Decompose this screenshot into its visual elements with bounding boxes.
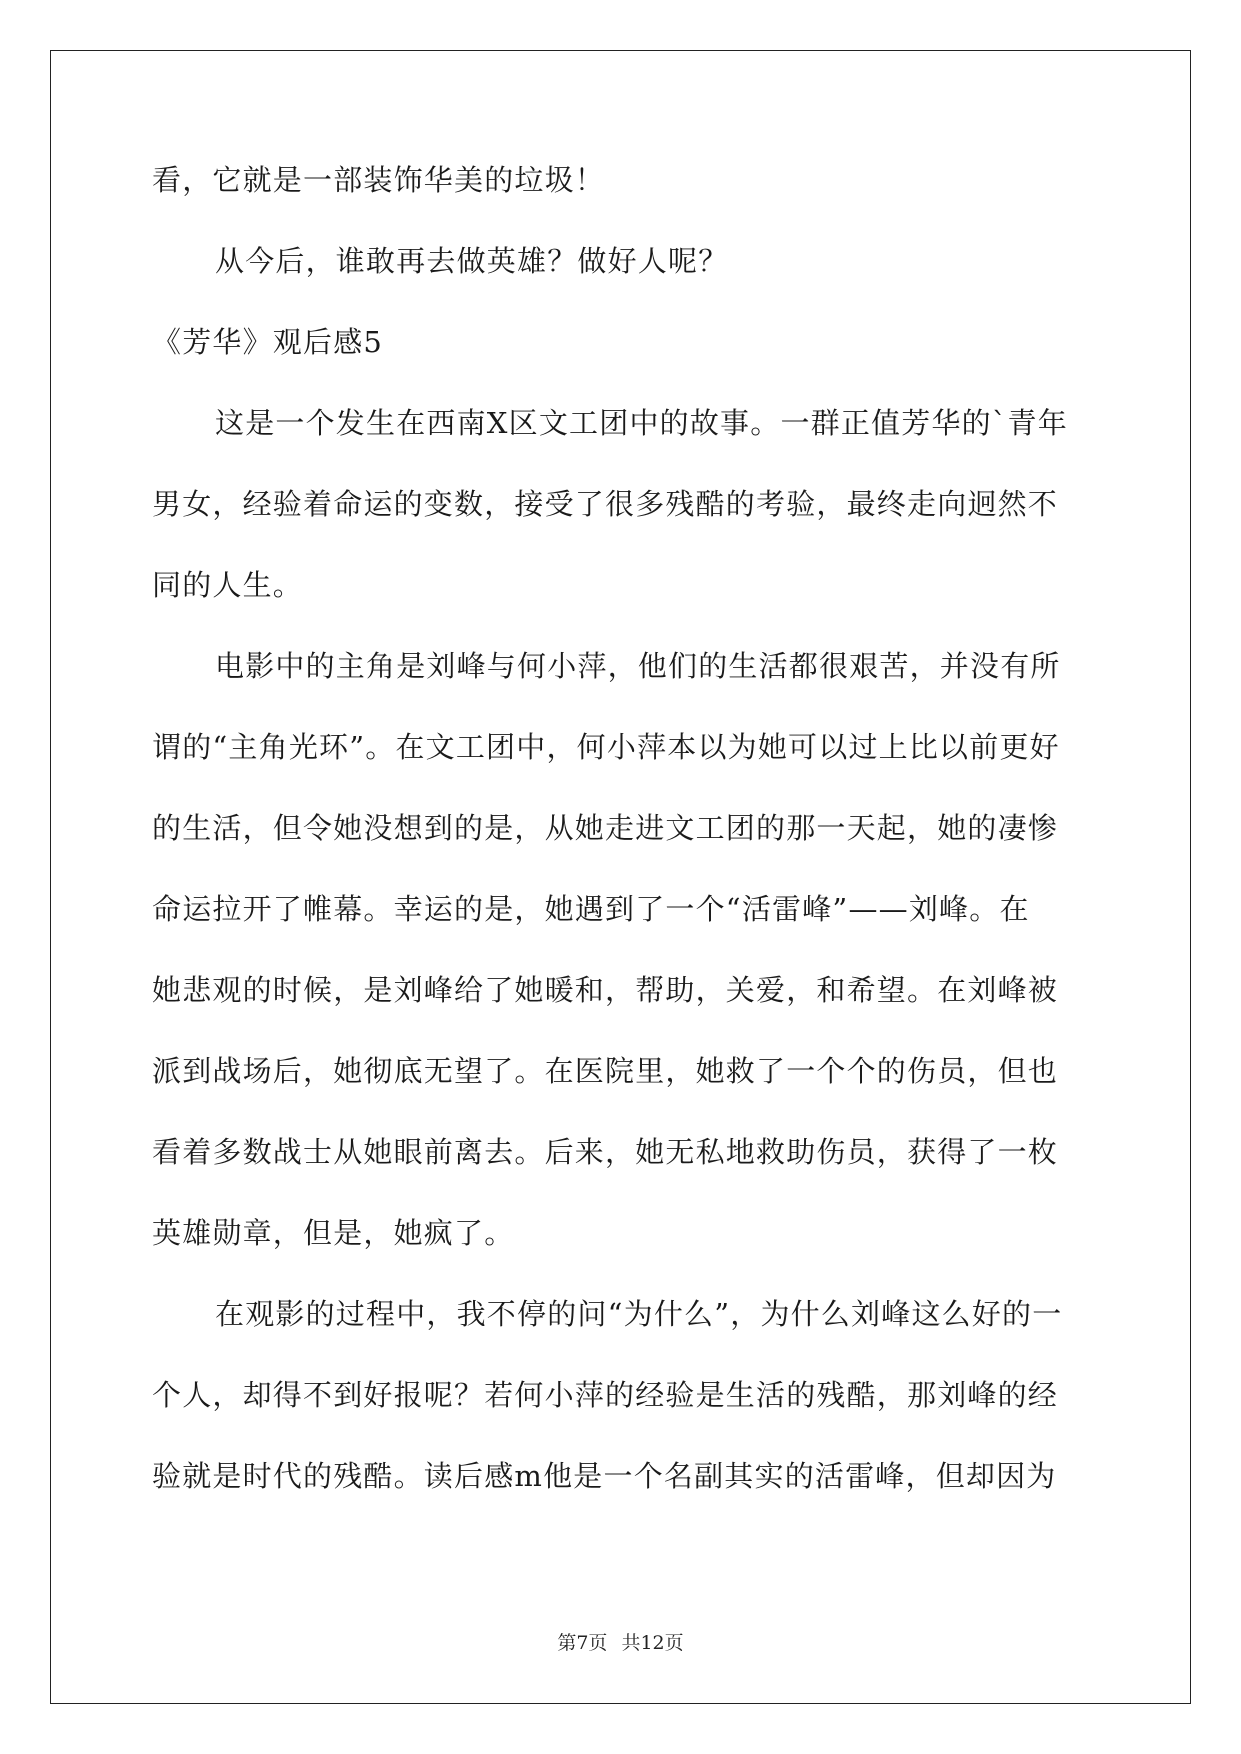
- text-line: 看，它就是一部装饰华美的垃圾！: [152, 163, 606, 197]
- text-line: 从今后，谁敢再去做英雄？做好人呢？: [215, 244, 729, 278]
- text-line: 谓的“主角光环”。在文工团中，何小萍本以为她可以过上比以前更好: [152, 730, 1060, 764]
- text-line: 看着多数战士从她眼前离去。后来，她无私地救助伤员，获得了一枚: [152, 1135, 1059, 1169]
- text-line: 在观影的过程中，我不停的问“为什么”，为什么刘峰这么好的一: [215, 1297, 1063, 1331]
- page-total: 共12页: [621, 1632, 684, 1654]
- text-line: 验就是时代的残酷。读后感m他是一个名副其实的活雷峰，但却因为: [152, 1459, 1057, 1493]
- text-line: 的生活，但令她没想到的是，从她走进文工团的那一天起，她的凄惨: [152, 811, 1059, 845]
- text-line: 个人，却得不到好报呢？若何小萍的经验是生活的残酷，那刘峰的经: [152, 1378, 1059, 1412]
- text-line: 英雄勋章，但是，她疯了。: [152, 1216, 515, 1250]
- section-heading: 《芳华》观后感5: [152, 325, 384, 359]
- text-line: 这是一个发生在西南X区文工团中的故事。一群正值芳华的`青年: [215, 406, 1068, 440]
- page-footer: [0, 1628, 1241, 1655]
- document-body: [152, 160, 1092, 1537]
- text-line: 男女，经验着命运的变数，接受了很多残酷的考验，最终走向迥然不: [152, 487, 1059, 521]
- page-number: 第7页: [557, 1632, 608, 1654]
- text-line: 派到战场后，她彻底无望了。在医院里，她救了一个个的伤员，但也: [152, 1054, 1059, 1088]
- text-line: 同的人生。: [152, 568, 304, 602]
- text-line: 命运拉开了帷幕。幸运的是，她遇到了一个“活雷峰”——刘峰。在: [152, 892, 1030, 926]
- text-line: 她悲观的时候，是刘峰给了她暖和，帮助，关爱，和希望。在刘峰被: [152, 973, 1059, 1007]
- text-line: 电影中的主角是刘峰与何小萍，他们的生活都很艰苦，并没有所: [215, 649, 1061, 683]
